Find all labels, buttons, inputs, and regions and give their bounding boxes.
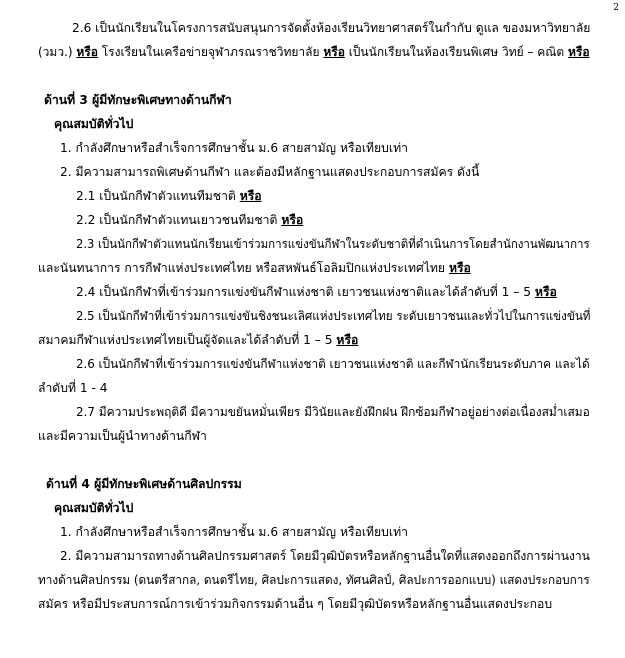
or-keyword: หรือ (448, 261, 471, 275)
or-keyword: หรือ (76, 45, 98, 59)
text-segment: สมาคมกีฬาแห่งประเทศไทยเป็นผู้จัดและได้ลำดับที่ 1 – 5 (38, 333, 337, 347)
text-segment: 1. กำลังศึกษาหรือสำเร็จการศึกษาชั้น ม.6 สายสามัญ หรือเทียบเท่า (60, 141, 408, 155)
text-line (76, 189, 262, 204)
text-line (76, 237, 590, 252)
text-segment: และนันทนาการ การกีฬาแห่งประเทศไทย หรือสหพันธ์โอลิมปิกแห่งประเทศไทย (38, 261, 449, 275)
text-line (60, 549, 590, 564)
text-segment: 2.5 เป็นนักกีฬาที่เข้าร่วมการแข่งขันชิงชนะเลิศแห่งประเทศไทย ระดับเยาวชนและทั่วไปในการแข่งขันที่ (76, 309, 591, 323)
text-line (38, 261, 471, 276)
text-line (38, 429, 207, 444)
text-segment: สมัคร หรือมีประสบการณ์การเข้าร่วมกิจกรรมด้านอื่น ๆ โดยมีวุฒิบัตรหรือหลักฐานอื่นแสดงประกอบ (38, 597, 553, 611)
text-line (60, 165, 479, 180)
section-heading: คุณสมบัติทั่วไป (54, 117, 134, 131)
text-line (60, 525, 408, 540)
or-keyword: หรือ (568, 45, 590, 59)
section-heading: ด้านที่ 4 ผู้มีทักษะพิเศษด้านศิลปกรรม (46, 477, 242, 491)
or-keyword: หรือ (281, 213, 304, 227)
text-segment: ลำดับที่ 1 - 4 (38, 381, 108, 395)
text-line (76, 405, 590, 420)
text-segment: 1. กำลังศึกษาหรือสำเร็จการศึกษาชั้น ม.6 สายสามัญ หรือเทียบเท่า (60, 525, 408, 539)
text-segment: 2.3 เป็นนักกีฬาตัวแทนนักเรียนเข้าร่วมการแข่งขันกีฬาในระดับชาติที่ดำเนินการโดยสำนักงานพัฒนาการ (76, 237, 590, 251)
or-keyword: หรือ (336, 333, 359, 347)
text-line (76, 309, 590, 324)
section-heading: ด้านที่ 3 ผู้มีทักษะพิเศษทางด้านกีฬา (44, 93, 232, 107)
text-line (72, 21, 590, 36)
text-line (76, 285, 557, 300)
text-segment: เป็นนักเรียนในห้องเรียนพิเศษ วิทย์ – คณิต (344, 45, 569, 59)
text-line (60, 141, 408, 156)
text-segment: 2.1 เป็นนักกีฬาตัวแทนทีมชาติ (76, 189, 240, 203)
text-segment: ทางด้านศิลปกรรม (ดนตรีสากล, ดนตรีไทย, ศิลปะการแสดง, ทัศนศิลป์, ศิลปะการออกแบบ) แสดงประกอบการ (38, 573, 590, 587)
text-segment: 2.7 มีความประพฤติดี มีความขยันหมั่นเพียร มีวินัยและยังฝึกฝน ฝึกซ้อมกีฬาอยู่อย่างต่อเนื่องสม่ำเสมอ (76, 405, 590, 419)
page-number: 2 (613, 3, 619, 13)
text-line (38, 381, 108, 396)
text-segment: โรงเรียนในเครือข่ายจุฬาภรณราชวิทยาลัย (97, 45, 324, 59)
section-heading: คุณสมบัติทั่วไป (54, 501, 134, 515)
text-segment: 2. มีความสามารถทางด้านศิลปกรรมศาสตร์ โดยมีวุฒิบัตรหรือหลักฐานอื่นใดที่แสดงออกถึงการผ่านงาน (60, 549, 590, 563)
text-line (38, 333, 358, 348)
text-line (76, 357, 590, 372)
text-segment: 2.6 เป็นนักเรียนในโครงการสนับสนุนการจัดตั้งห้องเรียนวิทยาศาสตร์ในกำกับ ดูแล ของมหาวิทยาลัย (72, 21, 591, 35)
text-line (44, 93, 232, 108)
text-segment: (วมว.) (38, 45, 77, 59)
or-keyword: หรือ (239, 189, 262, 203)
text-line (54, 117, 133, 132)
text-line (76, 213, 303, 228)
text-segment: 2.4 เป็นนักกีฬาที่เข้าร่วมการแข่งขันกีฬาแห่งชาติ เยาวชนแห่งชาติและได้ลำดับที่ 1 – 5 (76, 285, 535, 299)
text-segment: 2.6 เป็นนักกีฬาที่เข้าร่วมการแข่งขันกีฬาแห่งชาติ เยาวชนแห่งชาติ และกีฬานักเรียนระดับภาค และได้ (76, 357, 590, 371)
text-line (46, 477, 242, 492)
text-segment: 2.2 เป็นนักกีฬาตัวแทนเยาวชนทีมชาติ (76, 213, 282, 227)
text-line (38, 45, 590, 60)
text-segment: และมีความเป็นผู้นำทางด้านกีฬา (38, 429, 207, 443)
or-keyword: หรือ (323, 45, 345, 59)
text-line (38, 597, 552, 612)
or-keyword: หรือ (534, 285, 557, 299)
text-line (38, 573, 590, 588)
text-segment: 2. มีความสามารถพิเศษด้านกีฬา และต้องมีหลักฐานแสดงประกอบการสมัคร ดังนี้ (60, 165, 480, 179)
text-line (54, 501, 133, 516)
